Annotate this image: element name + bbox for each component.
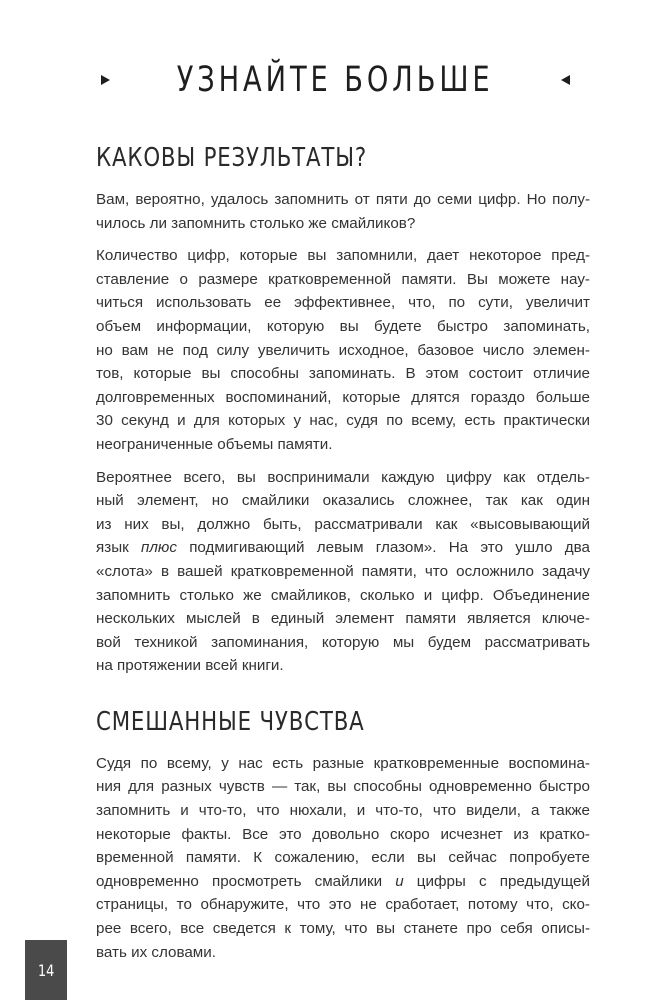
text-line: ния для разных чувств — так, вы способны одновременно быстро xyxy=(96,778,590,796)
header-title: УЗНАЙТЕ БОЛЬШЕ xyxy=(177,60,494,100)
text-line: Судя по всему, у нас есть разные кратковременные воспомина- xyxy=(96,754,590,772)
text-line: временной памяти. К сожалению, если вы сейчас попробуете xyxy=(96,849,590,867)
page-content xyxy=(96,140,590,973)
paragraph xyxy=(96,188,590,235)
text-line: тов, которые вы способны запоминать. В этом состоит отличие xyxy=(96,365,590,383)
text-line xyxy=(96,870,590,894)
text-line xyxy=(96,536,590,560)
text-line: ный элемент, но смайлики оказались сложнее, так как один xyxy=(96,492,590,510)
text-line: «слота» в вашей кратковременной памяти, что осложнило задачу xyxy=(96,562,590,580)
text-line: чилось ли запомнить столько же смайликов? xyxy=(96,214,416,232)
text-line: Вероятнее всего, вы воспринимали каждую цифру как отдель- xyxy=(96,468,590,486)
text-segment: подмигивающий левым глазом». На это ушло два xyxy=(176,539,590,557)
paragraph xyxy=(96,752,590,964)
italic-word: плюс xyxy=(141,539,177,557)
text-line: 30 секунд и для которых у нас, судя по всему, есть практически xyxy=(96,412,590,430)
text-line: на протяжении всей книги. xyxy=(96,657,284,675)
page-number-box xyxy=(25,940,67,1000)
text-line: Вам, вероятно, удалось запомнить от пяти до семи цифр. Но полу- xyxy=(96,191,590,208)
section-title-mixed-senses: СМЕШАННЫЕ ЧУВСТВА xyxy=(96,706,365,737)
text-line: нескольких мыслей в единый элемент памяти является ключе- xyxy=(96,610,590,628)
triangle-right-icon xyxy=(101,75,110,85)
section-title-results: КАКОВЫ РЕЗУЛЬТАТЫ? xyxy=(96,143,368,173)
text-line: рее всего, все сведется к тому, что вы станете про себя описы- xyxy=(96,920,590,938)
paragraph xyxy=(96,244,590,456)
text-line: запомнить и что-то, что нюхали, и что-то, что видели, а также xyxy=(96,802,590,820)
text-line: вой техникой запоминания, которую мы будем рассматривать xyxy=(96,633,590,651)
text-line: некоторые факты. Все это довольно скоро исчезнет из кратко- xyxy=(96,825,590,843)
text-line: страницы, то обнаружите, что это не сработает, потому что, ско- xyxy=(96,896,590,914)
page-number: 14 xyxy=(37,960,55,980)
text-line: из них вы, должно быть, рассматривали как «высовывающий xyxy=(96,515,590,533)
text-segment: одновременно просмотреть смайлики xyxy=(96,872,396,890)
paragraph xyxy=(96,466,590,678)
triangle-left-icon xyxy=(561,75,570,85)
text-line: неограниченные объемы памяти. xyxy=(96,435,333,453)
italic-word: и xyxy=(395,872,404,890)
page-header xyxy=(0,60,671,100)
text-line: объем информации, которую вы будете быстро запоминать, xyxy=(96,317,590,335)
text-line: читься использовать ее эффективнее, что, по сути, увеличит xyxy=(96,294,590,312)
text-line: долговременных воспоминаний, которые длятся гораздо больше xyxy=(96,388,590,406)
text-line: Количество цифр, которые вы запомнили, дает некоторое пред- xyxy=(96,247,590,265)
text-line: но вам не под силу увеличить исходное, базовое число элемен- xyxy=(96,341,590,359)
text-line: вать их словами. xyxy=(96,943,216,961)
text-segment: цифры с предыдущей xyxy=(403,872,590,890)
text-line: запомнить столько же смайликов, сколько и цифр. Объединение xyxy=(96,586,590,604)
text-line: ставление о размере кратковременной памяти. Вы можете нау- xyxy=(96,270,590,288)
text-segment: язык xyxy=(96,539,141,557)
